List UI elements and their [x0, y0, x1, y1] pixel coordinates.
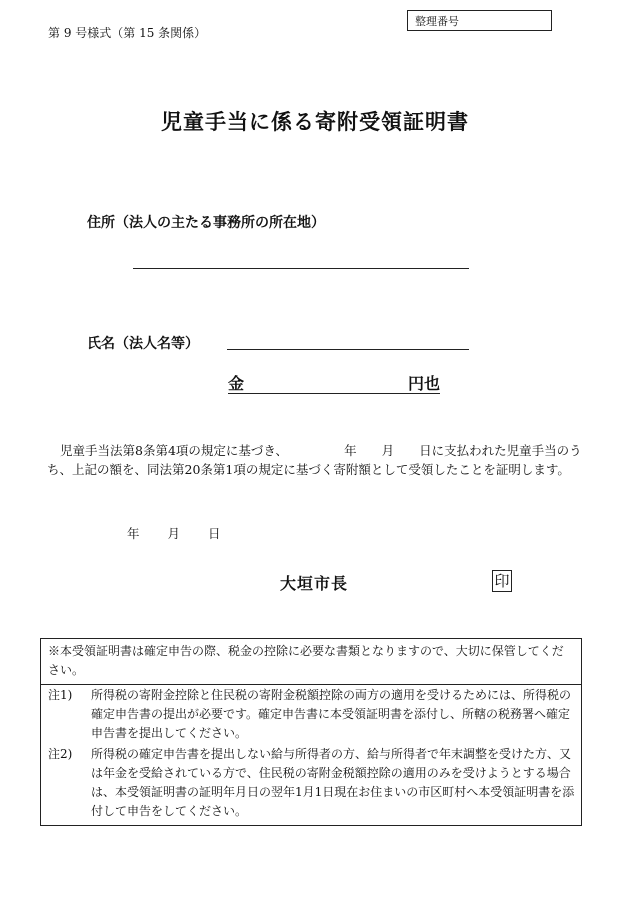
reference-number-box — [407, 10, 552, 31]
note-text: 所得税の寄附金控除と住民税の寄附金税額控除の両方の適用を受けるためには、所得税の確定申告書の提出が必要です。確定申告書に本受領証明書を添付し、所轄の税務署へ確定申告書を提出してください。 — [91, 688, 572, 740]
issue-date — [127, 524, 249, 542]
reference-number-label: 整理番号 — [415, 15, 459, 28]
name-label: 氏名（法人名等） — [87, 336, 199, 352]
notes-box — [40, 638, 582, 826]
address-label: 住所（法人の主たる事務所の所在地） — [87, 215, 325, 231]
amount-field — [228, 371, 440, 394]
notes-divider — [41, 684, 581, 685]
name-blank-line — [227, 349, 469, 350]
notice-text: ※本受領証明書は確定申告の際、税金の控除に必要な書類となりますので、大切に保管してください。 — [48, 644, 564, 677]
note-item — [48, 745, 578, 821]
issue-date-month: 月 — [167, 526, 181, 541]
issue-date-year: 年 — [127, 526, 140, 541]
note-item — [48, 686, 578, 743]
note-text: 所得税の確定申告書を提出しない給与所得者の方、給与所得者で年末調整を受けた方、又は年金を受給されている方で、住民税の寄附金税額控除の適用のみを受けようとする場合は、本受領証明書の証明年月日の翌年1月1日現在お住まいの市区町村へ本受領証明書を添付して申告をしてください。 — [91, 747, 575, 818]
document-title: 児童手当に係る寄附受領証明書 — [161, 109, 469, 134]
amount-unit: 円也 — [407, 374, 440, 393]
address-blank-line — [133, 268, 469, 269]
amount-prefix: 金 — [228, 374, 245, 393]
seal-mark: 印 — [492, 570, 512, 592]
form-number: 第 9 号様式（第 15 条関係） — [48, 26, 207, 40]
note-key: 注1) — [48, 688, 73, 702]
certification-text — [47, 441, 587, 479]
certification-body: 児童手当法第8条第4項の規定に基づき、 年 月 日に支払われた児童手当のうち、上記の額を、同法第20条第1項の規定に基づく寄附額として受領したことを証明します。 — [47, 443, 582, 477]
issue-date-day: 日 — [208, 526, 221, 541]
note-key: 注2) — [48, 747, 73, 761]
issuer-name: 大垣市長 — [280, 574, 349, 593]
